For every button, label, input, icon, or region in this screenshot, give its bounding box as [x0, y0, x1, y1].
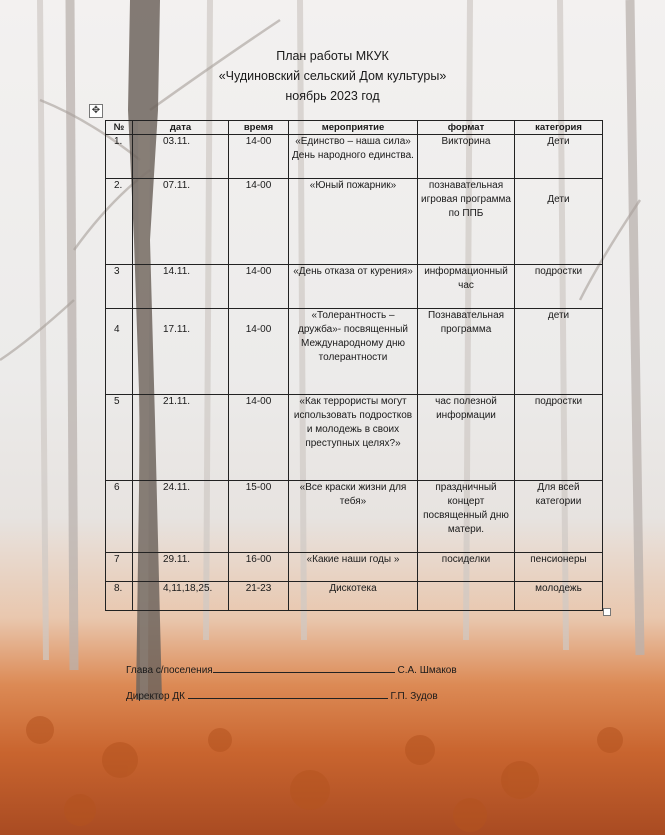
event-time: 14-00 — [229, 179, 289, 265]
head-label: Глава с/поселения — [126, 665, 213, 676]
event-date: 24.11. — [133, 481, 229, 553]
event-category: пенсионеры — [515, 553, 603, 582]
event-format: познавательная игровая программа по ППБ — [418, 179, 515, 265]
column-header: формат — [418, 121, 515, 135]
title-line-1: План работы МКУК — [276, 49, 389, 63]
event-time: 16-00 — [229, 553, 289, 582]
director-signature-line — [126, 687, 438, 704]
event-title: «Как террористы могут использовать подростков и молодежь в своих преступных целях?» — [289, 395, 418, 481]
event-category: Для всей категории — [515, 481, 603, 553]
event-date: 07.11. — [133, 179, 229, 265]
event-title: «Какие наши годы » — [289, 553, 418, 582]
table-row — [106, 309, 603, 395]
table-row — [106, 395, 603, 481]
head-signature-line — [126, 661, 457, 678]
event-time: 14-00 — [229, 309, 289, 395]
row-number: 8. — [106, 582, 133, 611]
event-category: дети — [515, 309, 603, 395]
title-line-2: «Чудиновский сельский Дом культуры» — [218, 69, 447, 83]
event-title: «День отказа от курения» — [289, 265, 418, 309]
event-date: 21.11. — [133, 395, 229, 481]
signature-underline — [213, 661, 395, 673]
head-name: С.А. Шмаков — [397, 665, 457, 676]
table-row — [106, 135, 603, 179]
event-time: 15-00 — [229, 481, 289, 553]
row-number: 4 — [106, 309, 133, 395]
column-header: дата — [133, 121, 229, 135]
schedule-table — [105, 120, 603, 611]
event-title: «Единство – наша сила» День народного единства. — [289, 135, 418, 179]
event-date: 4,11,18,25. — [133, 582, 229, 611]
event-title: Дискотека — [289, 582, 418, 611]
event-category: молодежь — [515, 582, 603, 611]
table-row — [106, 582, 603, 611]
signature-underline — [188, 687, 388, 699]
event-format: Познавательная программа — [418, 309, 515, 395]
event-date: 17.11. — [133, 309, 229, 395]
director-name: Г.П. Зудов — [390, 691, 438, 702]
row-number: 1. — [106, 135, 133, 179]
column-header: № — [106, 121, 133, 135]
event-format: час полезной информации — [418, 395, 515, 481]
event-title: «Юный пожарник» — [289, 179, 418, 265]
table-header-row — [106, 121, 603, 135]
director-label: Директор ДК — [126, 691, 185, 702]
table-row — [106, 553, 603, 582]
event-format: праздничный концерт посвященный дню матери. — [418, 481, 515, 553]
event-time: 14-00 — [229, 395, 289, 481]
row-number: 6 — [106, 481, 133, 553]
row-number: 3 — [106, 265, 133, 309]
event-category: Дети — [515, 135, 603, 179]
event-format: посиделки — [418, 553, 515, 582]
column-header: время — [229, 121, 289, 135]
event-date: 03.11. — [133, 135, 229, 179]
event-category: Дети — [515, 179, 603, 265]
table-row — [106, 481, 603, 553]
event-title: «Толерантность – дружба»- посвященный Международному дню толерантности — [289, 309, 418, 395]
row-number: 5 — [106, 395, 133, 481]
event-format — [418, 582, 515, 611]
event-time: 21-23 — [229, 582, 289, 611]
event-time: 14-00 — [229, 135, 289, 179]
row-number: 7 — [106, 553, 133, 582]
event-time: 14-00 — [229, 265, 289, 309]
row-number: 2. — [106, 179, 133, 265]
table-resize-handle[interactable] — [603, 608, 611, 616]
event-date: 14.11. — [133, 265, 229, 309]
move-handle-icon[interactable]: ✥ — [89, 104, 103, 118]
table-row — [106, 265, 603, 309]
table-row — [106, 179, 603, 265]
title-line-3: ноябрь 2023 год — [285, 89, 380, 103]
event-format: информационный час — [418, 265, 515, 309]
event-format: Викторина — [418, 135, 515, 179]
event-category: подростки — [515, 395, 603, 481]
event-category: подростки — [515, 265, 603, 309]
column-header: категория — [515, 121, 603, 135]
event-date: 29.11. — [133, 553, 229, 582]
column-header: мероприятие — [289, 121, 418, 135]
page-title — [0, 46, 665, 106]
event-title: «Все краски жизни для тебя» — [289, 481, 418, 553]
